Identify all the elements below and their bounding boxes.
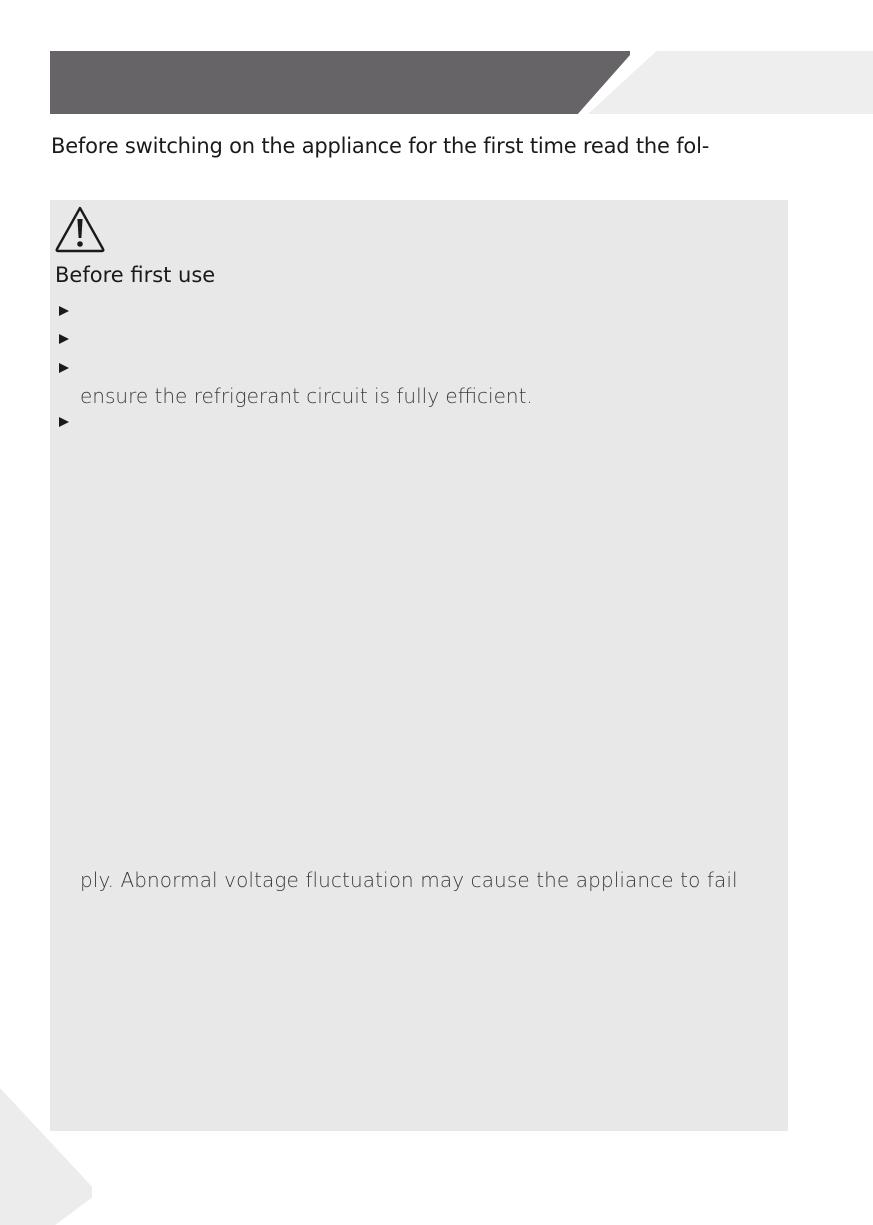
warning-panel bbox=[50, 200, 788, 1131]
instruction-line: ensure the refrigerant circuit is fully efficient. bbox=[80, 384, 533, 408]
bullet-arrow-icon bbox=[59, 306, 69, 316]
instruction-line: ply. Abnormal voltage fluctuation may cause the appliance to fail bbox=[80, 868, 738, 892]
bullet-arrow-icon bbox=[59, 417, 69, 427]
section-title: Before first use bbox=[55, 263, 216, 287]
bullet-arrow-icon bbox=[59, 363, 69, 373]
header-tab-shape bbox=[588, 51, 873, 114]
intro-text: Before switching on the appliance for the first time read the fol- bbox=[51, 134, 710, 158]
warning-triangle-icon bbox=[54, 205, 106, 253]
section-header-bar bbox=[50, 51, 630, 114]
bullet-arrow-icon bbox=[59, 334, 69, 344]
